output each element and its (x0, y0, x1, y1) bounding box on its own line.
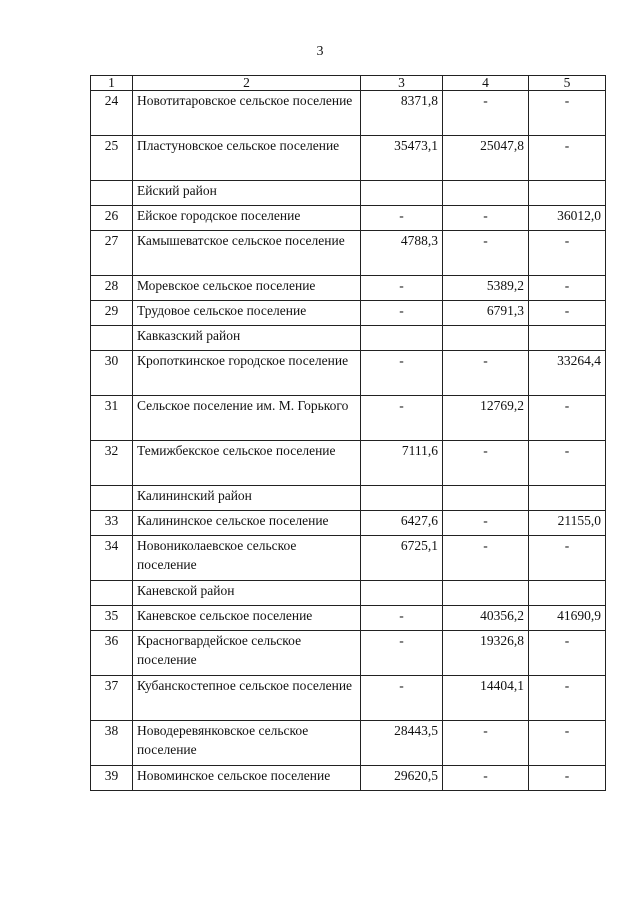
settlement-name: Трудовое сельское поселение (133, 301, 361, 326)
col3-value: 7111,6 (361, 441, 443, 486)
row-number: 33 (91, 511, 133, 536)
col5-cell (529, 486, 606, 511)
table-row (91, 606, 606, 631)
row-number: 31 (91, 396, 133, 441)
col5-value: - (529, 536, 606, 581)
header-col-1: 1 (91, 76, 133, 91)
row-number: 27 (91, 231, 133, 276)
table-row (91, 301, 606, 326)
settlement-name: Новоминское сельское поселение (133, 766, 361, 791)
col3-value: - (361, 676, 443, 721)
district-name: Кавказский район (133, 326, 361, 351)
col5-value: 36012,0 (529, 206, 606, 231)
col3-value: 28443,5 (361, 721, 443, 766)
district-row (91, 486, 606, 511)
col3-value: 29620,5 (361, 766, 443, 791)
col3-value: - (361, 606, 443, 631)
table-row (91, 351, 606, 396)
col3-value: - (361, 631, 443, 676)
settlement-name: Ейское городское поселение (133, 206, 361, 231)
col5-value: 21155,0 (529, 511, 606, 536)
district-name: Калининский район (133, 486, 361, 511)
table-row (91, 396, 606, 441)
col5-value: - (529, 231, 606, 276)
col5-value: - (529, 441, 606, 486)
col5-value: 41690,9 (529, 606, 606, 631)
settlement-name: Кропоткинское городское поселение (133, 351, 361, 396)
row-number: 25 (91, 136, 133, 181)
row-number: 26 (91, 206, 133, 231)
header-col-4: 4 (443, 76, 529, 91)
table-row (91, 91, 606, 136)
table-row (91, 676, 606, 721)
col5-value: - (529, 721, 606, 766)
col3-value: 8371,8 (361, 91, 443, 136)
table-row (91, 206, 606, 231)
col4-value: 19326,8 (443, 631, 529, 676)
header-col-3: 3 (361, 76, 443, 91)
col4-value: 40356,2 (443, 606, 529, 631)
row-number: 32 (91, 441, 133, 486)
table-row (91, 511, 606, 536)
district-name: Каневской район (133, 581, 361, 606)
table-row (91, 441, 606, 486)
row-number: 35 (91, 606, 133, 631)
col3-value: - (361, 276, 443, 301)
row-number: 37 (91, 676, 133, 721)
settlement-name: Красногвардейское сельское поселение (133, 631, 361, 676)
col4-value: 6791,3 (443, 301, 529, 326)
col5-value: - (529, 301, 606, 326)
col4-value: 12769,2 (443, 396, 529, 441)
col4-value: - (443, 91, 529, 136)
col5-value: - (529, 631, 606, 676)
settlement-name: Новониколаевское сельское поселение (133, 536, 361, 581)
table-row (91, 136, 606, 181)
settlement-name: Моревское сельское поселение (133, 276, 361, 301)
table-row (91, 231, 606, 276)
header-col-5: 5 (529, 76, 606, 91)
col5-cell (529, 181, 606, 206)
col3-value: - (361, 351, 443, 396)
row-number-cell (91, 181, 133, 206)
col5-cell (529, 326, 606, 351)
row-number: 36 (91, 631, 133, 676)
row-number: 24 (91, 91, 133, 136)
col3-cell (361, 181, 443, 206)
col4-cell (443, 181, 529, 206)
table-row (91, 766, 606, 791)
col4-value: 14404,1 (443, 676, 529, 721)
settlement-name: Сельское поселение им. М. Горького (133, 396, 361, 441)
col5-value: - (529, 136, 606, 181)
district-name: Ейский район (133, 181, 361, 206)
settlement-name: Камышеватское сельское поселение (133, 231, 361, 276)
table-row (91, 276, 606, 301)
col3-value: 35473,1 (361, 136, 443, 181)
row-number: 34 (91, 536, 133, 581)
settlement-name: Темижбекское сельское поселение (133, 441, 361, 486)
district-row (91, 181, 606, 206)
col4-value: - (443, 206, 529, 231)
col5-value: - (529, 396, 606, 441)
settlement-name: Новотитаровское сельское поселение (133, 91, 361, 136)
col4-value: - (443, 721, 529, 766)
col3-value: 4788,3 (361, 231, 443, 276)
district-row (91, 581, 606, 606)
col5-value: - (529, 766, 606, 791)
settlements-table (90, 75, 606, 791)
row-number: 30 (91, 351, 133, 396)
col5-value: - (529, 91, 606, 136)
page-number: 3 (316, 44, 324, 59)
row-number-cell (91, 486, 133, 511)
col4-cell (443, 326, 529, 351)
col3-value: - (361, 396, 443, 441)
col4-value: 25047,8 (443, 136, 529, 181)
col4-cell (443, 581, 529, 606)
settlement-name: Каневское сельское поселение (133, 606, 361, 631)
settlement-name: Калининское сельское поселение (133, 511, 361, 536)
settlement-name: Новодеревянковское сельское поселение (133, 721, 361, 766)
district-row (91, 326, 606, 351)
col3-value: - (361, 301, 443, 326)
row-number: 38 (91, 721, 133, 766)
header-col-2: 2 (133, 76, 361, 91)
row-number: 28 (91, 276, 133, 301)
col4-value: - (443, 231, 529, 276)
col4-value: - (443, 351, 529, 396)
row-number-cell (91, 581, 133, 606)
row-number: 39 (91, 766, 133, 791)
col3-cell (361, 581, 443, 606)
settlement-name: Пластуновское сельское поселение (133, 136, 361, 181)
col4-value: - (443, 766, 529, 791)
col5-value: - (529, 276, 606, 301)
table-header-row (91, 76, 606, 91)
col4-cell (443, 486, 529, 511)
col4-value: - (443, 511, 529, 536)
col3-cell (361, 326, 443, 351)
col3-value: 6725,1 (361, 536, 443, 581)
col4-value: - (443, 536, 529, 581)
col3-value: 6427,6 (361, 511, 443, 536)
table-body (91, 91, 606, 791)
table-row (91, 631, 606, 676)
col3-cell (361, 486, 443, 511)
table-row (91, 536, 606, 581)
col3-value: - (361, 206, 443, 231)
col5-value: 33264,4 (529, 351, 606, 396)
row-number-cell (91, 326, 133, 351)
col4-value: - (443, 441, 529, 486)
table-row (91, 721, 606, 766)
col5-cell (529, 581, 606, 606)
col4-value: 5389,2 (443, 276, 529, 301)
col5-value: - (529, 676, 606, 721)
row-number: 29 (91, 301, 133, 326)
settlement-name: Кубанскостепное сельское поселение (133, 676, 361, 721)
